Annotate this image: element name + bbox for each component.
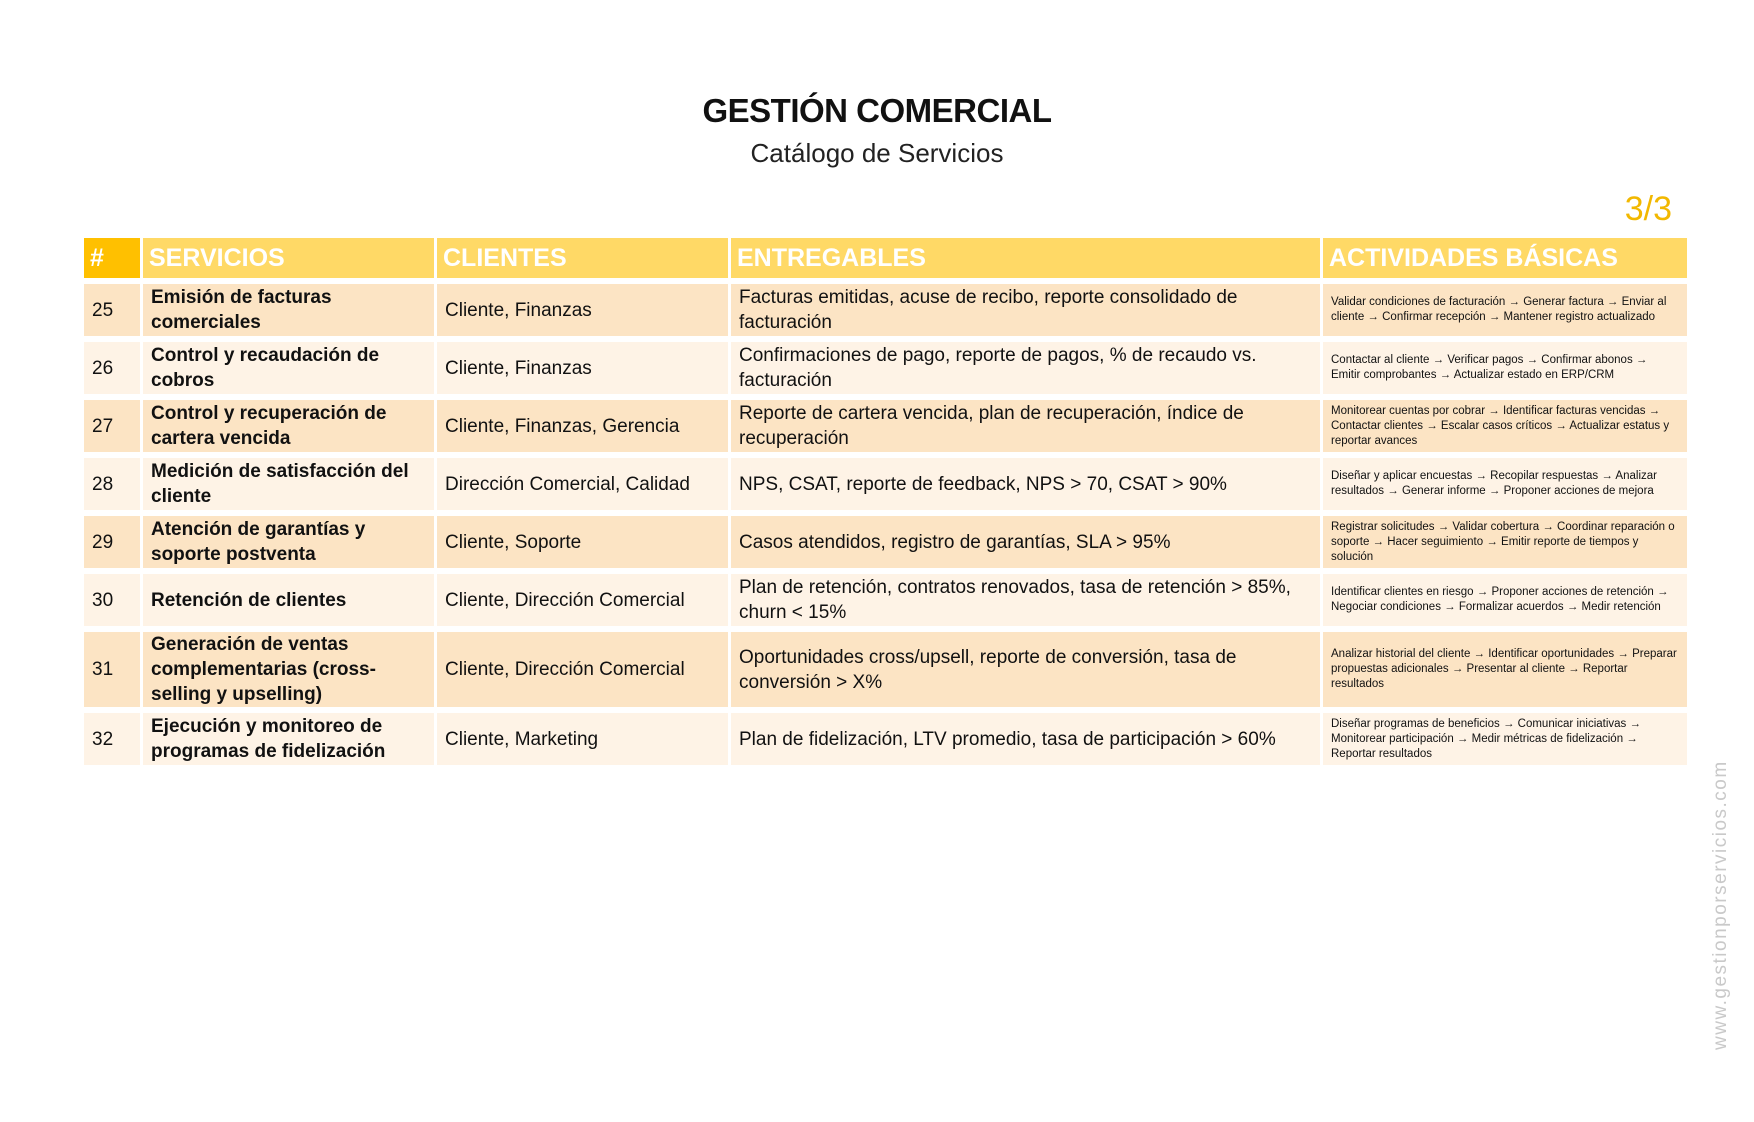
row-number: 25 [84, 278, 140, 336]
table-row [84, 626, 1687, 707]
service-name: Medición de satisfacción del cliente [143, 452, 434, 510]
service-deliverables: Plan de fidelización, LTV promedio, tasa de participación > 60% [731, 707, 1320, 765]
service-clients: Cliente, Finanzas, Gerencia [437, 394, 728, 452]
service-clients: Cliente, Finanzas [437, 278, 728, 336]
column-header-servicios: SERVICIOS [143, 238, 434, 278]
service-deliverables: Casos atendidos, registro de garantías, SLA > 95% [731, 510, 1320, 568]
table-row [84, 336, 1687, 394]
column-header-actividades: ACTIVIDADES BÁSICAS [1323, 238, 1687, 278]
row-number: 27 [84, 394, 140, 452]
page-number: 3/3 [1624, 190, 1672, 228]
service-deliverables: Confirmaciones de pago, reporte de pagos, % de recaudo vs. facturación [731, 336, 1320, 394]
table-header-row [84, 238, 1687, 278]
page-subtitle: Catálogo de Servicios [750, 138, 1004, 168]
service-name: Generación de ventas complementarias (cross-selling y upselling) [143, 626, 434, 707]
table-row [84, 707, 1687, 765]
service-clients: Cliente, Dirección Comercial [437, 568, 728, 626]
row-number: 29 [84, 510, 140, 568]
service-name: Control y recuperación de cartera vencida [143, 394, 434, 452]
service-activities: Diseñar programas de beneficios → Comunicar iniciativas → Monitorear participación → Medir métricas de fidelización → Reportar resultados [1323, 707, 1687, 765]
service-deliverables: NPS, CSAT, reporte de feedback, NPS > 70, CSAT > 90% [731, 452, 1320, 510]
service-deliverables: Reporte de cartera vencida, plan de recuperación, índice de recuperación [731, 394, 1320, 452]
service-activities: Monitorear cuentas por cobrar → Identificar facturas vencidas → Contactar clientes → Escalar casos críticos → Actualizar estatus y reportar avances [1323, 394, 1687, 452]
service-activities: Identificar clientes en riesgo → Proponer acciones de retención → Negociar condiciones → Formalizar acuerdos → Medir retención [1323, 568, 1687, 626]
service-name: Atención de garantías y soporte postventa [143, 510, 434, 568]
table-row [84, 510, 1687, 568]
service-clients: Dirección Comercial, Calidad [437, 452, 728, 510]
row-number: 30 [84, 568, 140, 626]
services-table [81, 238, 1690, 765]
row-number: 28 [84, 452, 140, 510]
service-clients: Cliente, Marketing [437, 707, 728, 765]
service-deliverables: Facturas emitidas, acuse de recibo, reporte consolidado de facturación [731, 278, 1320, 336]
column-header-number: # [84, 238, 140, 278]
service-deliverables: Plan de retención, contratos renovados, tasa de retención > 85%, churn < 15% [731, 568, 1320, 626]
column-header-clientes: CLIENTES [437, 238, 728, 278]
row-number: 31 [84, 626, 140, 707]
website-watermark: www.gestionporservicios.com [1710, 760, 1731, 1050]
table-row [84, 452, 1687, 510]
table-row [84, 278, 1687, 336]
service-name: Ejecución y monitoreo de programas de fidelización [143, 707, 434, 765]
service-activities: Registrar solicitudes → Validar cobertura → Coordinar reparación o soporte → Hacer seguimiento → Emitir reporte de tiempos y solución [1323, 510, 1687, 568]
service-activities: Contactar al cliente → Verificar pagos → Confirmar abonos → Emitir comprobantes → Actualizar estado en ERP/CRM [1323, 336, 1687, 394]
service-name: Control y recaudación de cobros [143, 336, 434, 394]
service-activities: Analizar historial del cliente → Identificar oportunidades → Preparar propuestas adicionales → Presentar al cliente → Reportar resultados [1323, 626, 1687, 707]
service-activities: Diseñar y aplicar encuestas → Recopilar respuestas → Analizar resultados → Generar informe → Proponer acciones de mejora [1323, 452, 1687, 510]
row-number: 32 [84, 707, 140, 765]
service-deliverables: Oportunidades cross/upsell, reporte de conversión, tasa de conversión > X% [731, 626, 1320, 707]
page-title: GESTIÓN COMERCIAL [702, 92, 1052, 129]
row-number: 26 [84, 336, 140, 394]
service-name: Emisión de facturas comerciales [143, 278, 434, 336]
table-row [84, 568, 1687, 626]
table-row [84, 394, 1687, 452]
service-name: Retención de clientes [143, 568, 434, 626]
service-clients: Cliente, Finanzas [437, 336, 728, 394]
service-activities: Validar condiciones de facturación → Generar factura → Enviar al cliente → Confirmar recepción → Mantener registro actualizado [1323, 278, 1687, 336]
service-clients: Cliente, Dirección Comercial [437, 626, 728, 707]
service-clients: Cliente, Soporte [437, 510, 728, 568]
column-header-entregables: ENTREGABLES [731, 238, 1320, 278]
